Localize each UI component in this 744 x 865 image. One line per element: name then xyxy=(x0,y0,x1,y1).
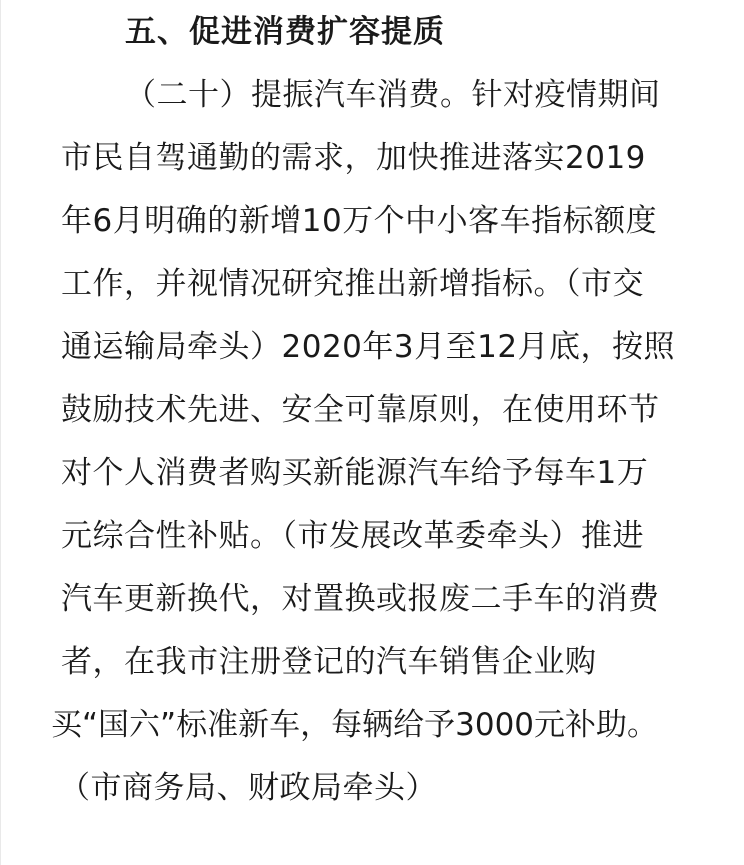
paragraph-line: 通运输局牵头）2020年3月至12月底，按照 xyxy=(61,329,676,365)
paragraph-line: 鼓励技术先进、安全可靠原则，在使用环节 xyxy=(61,392,660,428)
section-heading: 五、促进消费扩容提质 xyxy=(125,14,445,50)
paragraph-line: 年6月明确的新增10万个中小客车指标额度 xyxy=(61,203,658,239)
paragraph-line: 汽车更新换代，对置换或报废二手车的消费 xyxy=(61,581,660,617)
paragraph-line: 工作，并视情况研究推出新增指标。（市交 xyxy=(61,266,644,302)
paragraph-line: 市民自驾通勤的需求，加快推进落实2019 xyxy=(61,140,646,176)
paragraph-line: 买“国六”标准新车，每辆给予3000元补助。 xyxy=(51,707,659,743)
paragraph-line: （市商务局、财政局牵头） xyxy=(59,770,437,806)
paragraph-line: 对个人消费者购买新能源汽车给予每车1万 xyxy=(61,455,649,491)
paragraph-line: 者，在我市注册登记的汽车销售企业购 xyxy=(61,644,597,680)
paragraph-line: （二十）提振汽车消费。针对疫情期间 xyxy=(125,77,661,113)
paragraph-line: 元综合性补贴。（市发展改革委牵头）推进 xyxy=(61,518,644,554)
